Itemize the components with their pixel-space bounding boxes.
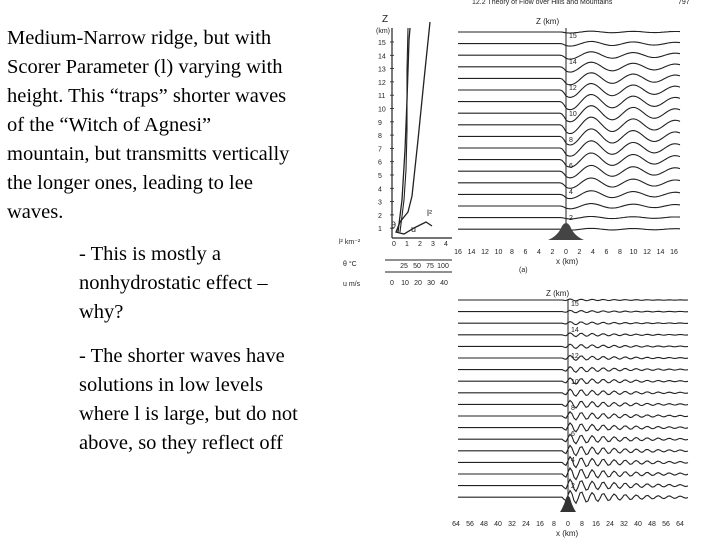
page-number: 797 <box>678 0 690 6</box>
streamline <box>458 367 688 373</box>
profile-z-units: (km) <box>376 28 390 35</box>
streamline-panel-a <box>454 17 680 274</box>
profile-z-tick: 1 <box>378 226 382 234</box>
streamline <box>458 73 680 85</box>
wind-axis-label: u m/s <box>343 281 361 288</box>
panel-a-x-tick: 0 <box>564 249 568 256</box>
level-label: 8 <box>569 137 573 144</box>
theta-tick: 75 <box>426 263 434 270</box>
streamline <box>458 52 680 59</box>
level-label: 6 <box>569 163 573 170</box>
bullet-nonhydrostatic: - This is mostly a nonhydrostatic effect – why? <box>79 243 268 323</box>
streamline <box>458 41 680 46</box>
panel-b-x-tick: 24 <box>606 521 614 528</box>
theta-curve-label: θ <box>391 220 397 230</box>
streamline <box>458 344 688 348</box>
panel-a-x-label: x (km) <box>556 257 579 266</box>
wind-tick: 10 <box>401 280 409 287</box>
theta-tick: 25 <box>400 263 408 270</box>
profile-z-tick: 9 <box>378 119 382 127</box>
level-label: 15 <box>571 301 579 308</box>
bullet-reflection: - The shorter waves have solutions in low levels where l is large, but do not above, so they reflect off <box>79 345 298 454</box>
panel-a-x-tick: 4 <box>591 249 595 256</box>
panel-a-x-tick: 8 <box>510 249 514 256</box>
wind-tick: 40 <box>440 280 448 287</box>
wind-tick: 30 <box>427 280 435 287</box>
level-label: 6 <box>571 431 575 438</box>
panel-b-x-tick: 8 <box>580 521 584 528</box>
streamline-panel-b <box>452 289 688 538</box>
panel-b-x-tick: 16 <box>592 521 600 528</box>
profile-z-tick: 14 <box>378 53 386 61</box>
panel-a-x-tick: 14 <box>467 249 476 256</box>
panel-b-x-tick: 32 <box>508 521 516 528</box>
profile-z-tick: 2 <box>378 212 382 220</box>
panel-a-x-tick: 8 <box>618 249 622 256</box>
profile-z-tick: 8 <box>378 133 382 141</box>
main-paragraph: Medium-Narrow ridge, but with Scorer Parameter (l) varying with height. This “traps” shorter waves of the “Witch of Agnesi” mountain, but transmitts vertically the longer ones, leading to lee waves. <box>7 27 290 223</box>
book-header: 12.2 Theory of Flow over Hills and Mountains <box>472 0 613 6</box>
panel-a-mountain <box>548 223 584 240</box>
wind-curve-label: u <box>411 224 417 234</box>
wind-tick: 0 <box>390 280 394 287</box>
level-label: 12 <box>571 353 579 360</box>
theta-tick: 100 <box>437 263 449 270</box>
streamline <box>458 178 680 188</box>
l2-units-label: l² km⁻² <box>339 239 361 246</box>
streamline <box>458 468 688 480</box>
panel-b-x-tick: 40 <box>634 521 642 528</box>
l2-tick: 2 <box>418 241 422 248</box>
l2-curve-label: l² <box>427 208 432 218</box>
panel-b-x-tick: 64 <box>676 521 684 528</box>
panel-b-x-tick: 32 <box>620 521 628 528</box>
level-label: 2 <box>569 215 573 222</box>
profile-z-tick: 13 <box>378 66 386 74</box>
profile-z-tick: 4 <box>378 186 382 194</box>
panel-a-x-tick: 10 <box>494 249 503 256</box>
panel-a-x-tick: 6 <box>604 249 609 256</box>
panel-b-x-tick: 56 <box>466 521 474 528</box>
panel-b-x-tick: 48 <box>480 521 488 528</box>
panel-b-z-label: Z (km) <box>546 289 570 298</box>
panel-b-x-tick: 24 <box>522 521 530 528</box>
profile-z-tick: 10 <box>378 106 386 114</box>
panel-b-x-label: x (km) <box>556 529 579 538</box>
panel-b-x-tick: 16 <box>536 521 544 528</box>
profile-z-tick: 15 <box>378 40 386 47</box>
panel-b-x-tick: 0 <box>566 521 570 528</box>
level-label: 8 <box>571 405 575 412</box>
panel-a-z-label: Z (km) <box>536 17 560 26</box>
panel-a-x-tick: 12 <box>643 249 651 256</box>
level-label: 2 <box>571 483 575 490</box>
level-label: 14 <box>571 327 579 334</box>
l2-tick: 1 <box>405 241 409 248</box>
theta-axis-label: θ °C <box>343 261 357 268</box>
level-label: 15 <box>569 33 577 40</box>
profile-z-label: Z <box>382 14 389 25</box>
l2-tick: 3 <box>431 241 435 248</box>
streamline <box>458 204 680 209</box>
level-label: 10 <box>569 111 577 118</box>
profile-z-tick: 5 <box>378 173 382 180</box>
level-label: 10 <box>571 379 579 386</box>
profile-z-tick: 11 <box>378 93 386 101</box>
wind-tick: 20 <box>414 280 422 287</box>
panel-b-x-tick: 64 <box>452 521 460 528</box>
panel-a-x-tick: 16 <box>670 249 678 256</box>
panel-a-x-tick: 2 <box>577 249 582 256</box>
streamline <box>458 445 688 455</box>
panel-a-x-tick: 14 <box>656 249 665 256</box>
level-label: 12 <box>569 85 577 92</box>
panel-a-label: (a) <box>519 267 528 274</box>
streamline <box>458 322 688 325</box>
panel-a-x-tick: 2 <box>550 249 555 256</box>
theta-tick: 50 <box>413 263 421 270</box>
profile-z-tick: 12 <box>378 79 386 87</box>
profile-z-tick: 6 <box>378 159 382 167</box>
streamline <box>458 117 680 133</box>
l2-tick: 0 <box>392 241 396 248</box>
level-label: 4 <box>571 457 575 464</box>
panel-b-x-tick: 40 <box>494 521 502 528</box>
level-label: 14 <box>569 59 577 66</box>
streamline <box>458 491 688 504</box>
panel-a-x-tick: 12 <box>481 249 489 256</box>
streamline <box>458 412 688 420</box>
profile-panel <box>339 14 452 288</box>
panel-b-x-tick: 56 <box>662 521 670 528</box>
profile-z-tick: 3 <box>378 199 382 207</box>
panel-a-x-tick: 16 <box>454 249 462 256</box>
panel-a-x-tick: 6 <box>523 249 528 256</box>
streamline <box>458 389 688 396</box>
profile-z-tick: 7 <box>378 146 382 154</box>
panel-a-x-tick: 4 <box>537 249 541 256</box>
panel-a-x-tick: 10 <box>629 249 638 256</box>
panel-b-x-tick: 8 <box>552 521 556 528</box>
panel-b-x-tick: 48 <box>648 521 656 528</box>
streamline <box>458 310 688 313</box>
l2-tick: 4 <box>444 241 448 248</box>
level-label: 4 <box>569 189 573 196</box>
